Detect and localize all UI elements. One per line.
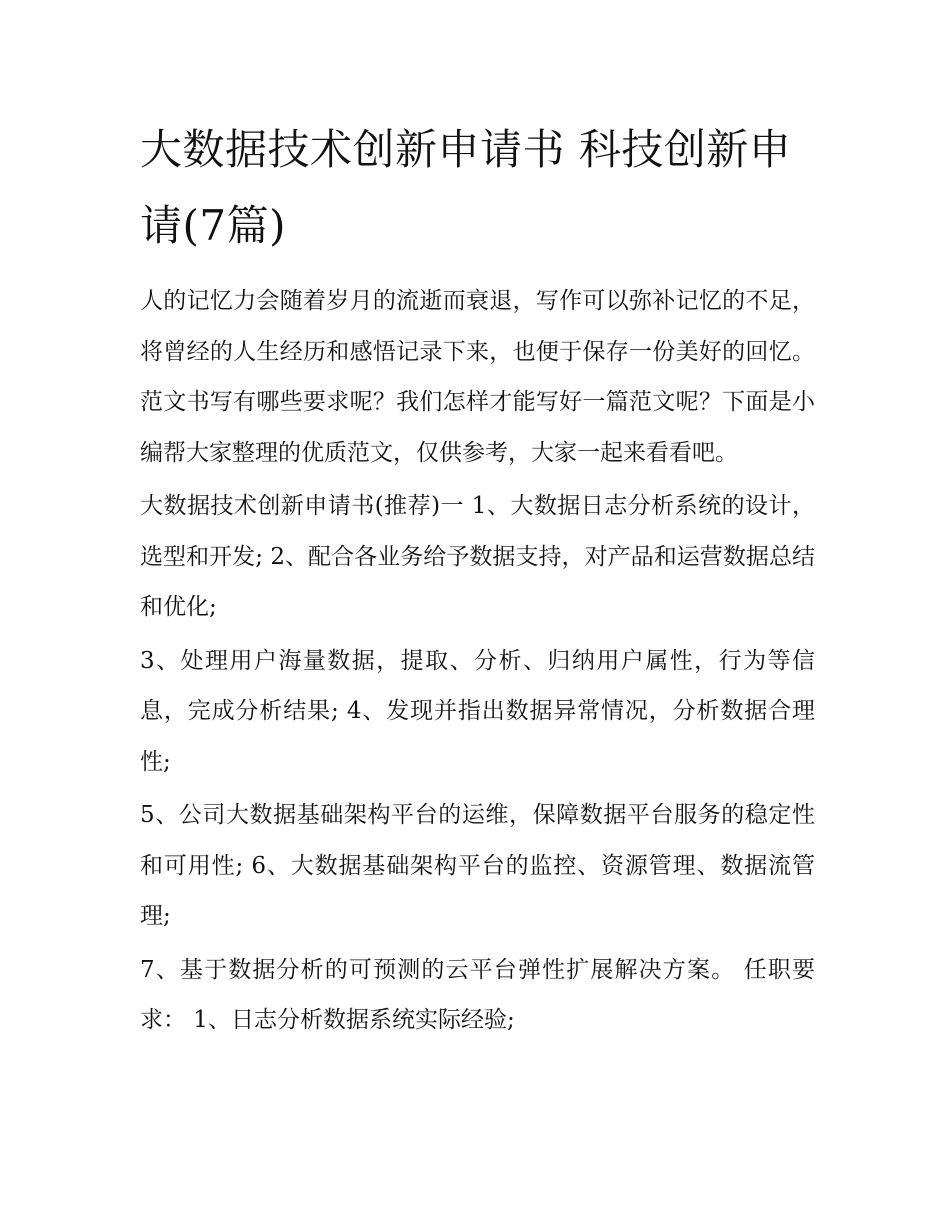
intro-paragraph: 人的记忆力会随着岁月的流逝而衰退，写作可以弥补记忆的不足，将曾经的人生经历和感悟记录下来，也便于保存一份美好的回忆。范文书写有哪些要求呢？我们怎样才能写好一篇范文呢？下面是小编帮大家整理的优质范文，仅供参考，大家一起来看看吧。 [140,288,815,466]
body-paragraph: 大数据技术创新申请书(推荐)一 1、大数据日志分析系统的设计，选型和开发; 2、配合各业务给予数据支持，对产品和运营数据总结和优化; [140,493,815,620]
document-title: 大数据技术创新申请书 科技创新申请(7篇) [140,125,792,250]
body-paragraph: 5、公司大数据基础架构平台的运维，保障数据平台服务的稳定性和可用性; 6、大数据基础架构平台的监控、资源管理、数据流管理; [140,802,815,929]
document-page [140,112,815,1049]
body-paragraph: 3、处理用户海量数据，提取、分析、归纳用户属性，行为等信息，完成分析结果; 4、发现并指出数据异常情况，分析数据合理性; [140,647,815,775]
body-paragraph: 7、基于数据分析的可预测的云平台弹性扩展解决方案。 任职要求： 1、日志分析数据系统实际经验; [140,956,815,1033]
